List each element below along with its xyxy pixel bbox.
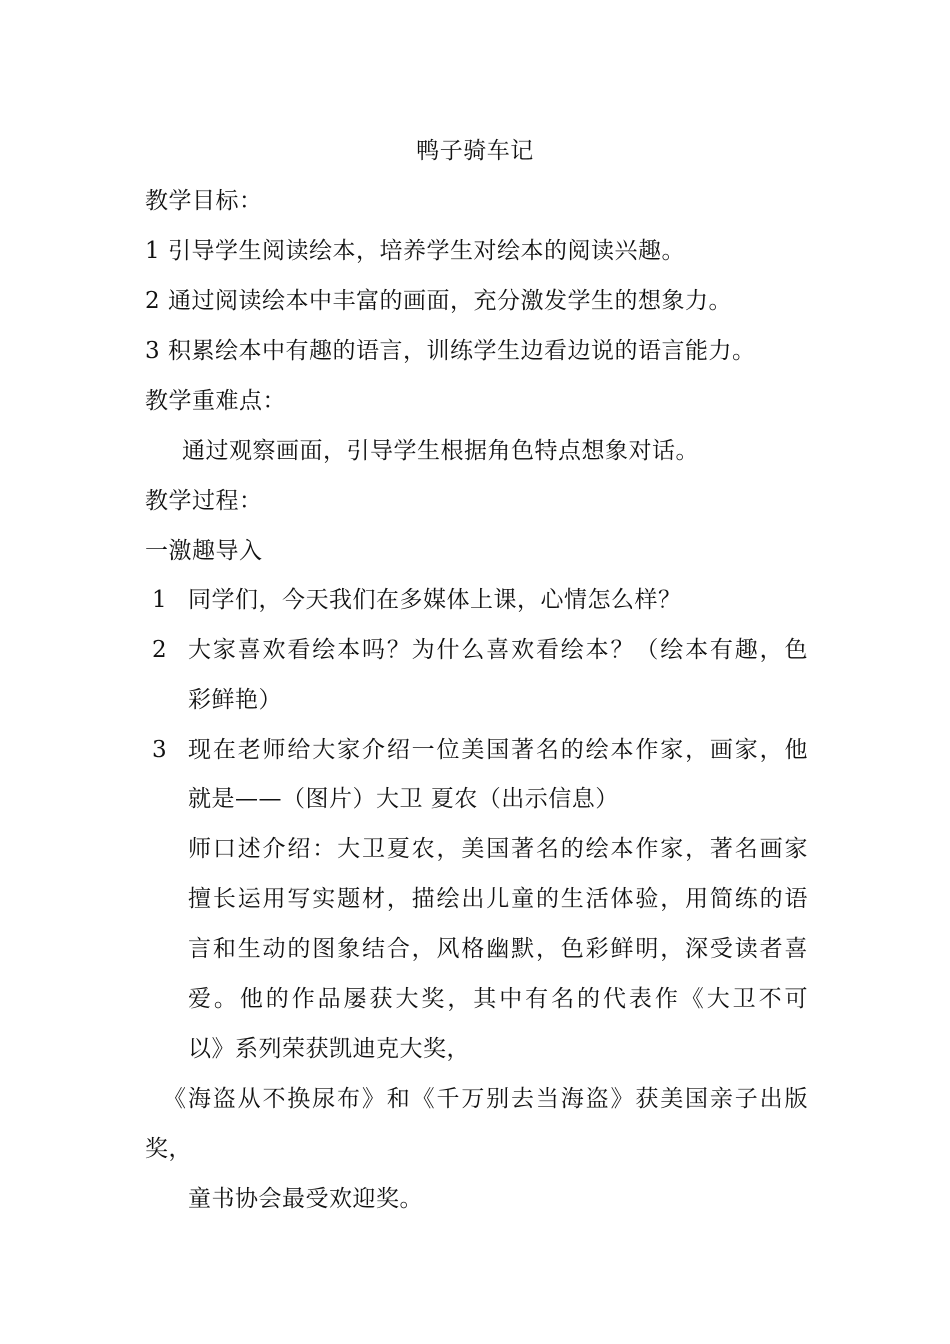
intro-line: 爱。他的作品屡获大奖，其中有名的代表作《大卫不可 xyxy=(188,986,808,1012)
intro-line: 师口述介绍：大卫夏农，美国著名的绘本作家，著名画家 xyxy=(188,836,808,862)
item-line: 彩鲜艳） xyxy=(188,687,282,713)
goals-heading: 教学目标： xyxy=(145,188,263,214)
goal-item: 1 引导学生阅读绘本，培养学生对绘本的阅读兴趣。 xyxy=(145,238,685,264)
item-number: 3 xyxy=(152,737,167,763)
intro-line: 以》系列荣获凯迪克大奖， xyxy=(188,1036,470,1062)
award-line: 奖， xyxy=(145,1136,192,1162)
item-number: 2 xyxy=(152,637,167,663)
item-line: 大家喜欢看绘本吗？为什么喜欢看绘本？（绘本有趣，色 xyxy=(188,637,808,663)
intro-line: 擅长运用写实题材，描绘出儿童的生活体验，用简练的语 xyxy=(188,886,808,912)
item-line: 现在老师给大家介绍一位美国著名的绘本作家，画家，他 xyxy=(188,737,808,763)
item-number: 1 xyxy=(152,587,167,613)
doc-title: 鸭子骑车记 xyxy=(416,138,534,164)
intro-line: 言和生动的图象结合，风格幽默，色彩鲜明，深受读者喜 xyxy=(188,936,808,962)
section-heading: 一激趣导入 xyxy=(145,538,263,564)
item-line: 同学们，今天我们在多媒体上课，心情怎么样？ xyxy=(188,587,682,613)
item-line: 就是——（图片）大卫 夏农（出示信息） xyxy=(188,786,619,812)
goal-item: 2 通过阅读绘本中丰富的画面，充分激发学生的想象力。 xyxy=(145,288,732,314)
award-line: 《海盗从不换尿布》和《千万别去当海盗》获美国亲子出版 xyxy=(163,1086,808,1112)
goal-item: 3 积累绘本中有趣的语言，训练学生边看边说的语言能力。 xyxy=(145,338,756,364)
award-line: 童书协会最受欢迎奖。 xyxy=(188,1186,423,1212)
key-text: 通过观察画面，引导学生根据角色特点想象对话。 xyxy=(182,438,699,464)
process-heading: 教学过程： xyxy=(145,488,263,514)
key-heading: 教学重难点： xyxy=(145,388,286,414)
